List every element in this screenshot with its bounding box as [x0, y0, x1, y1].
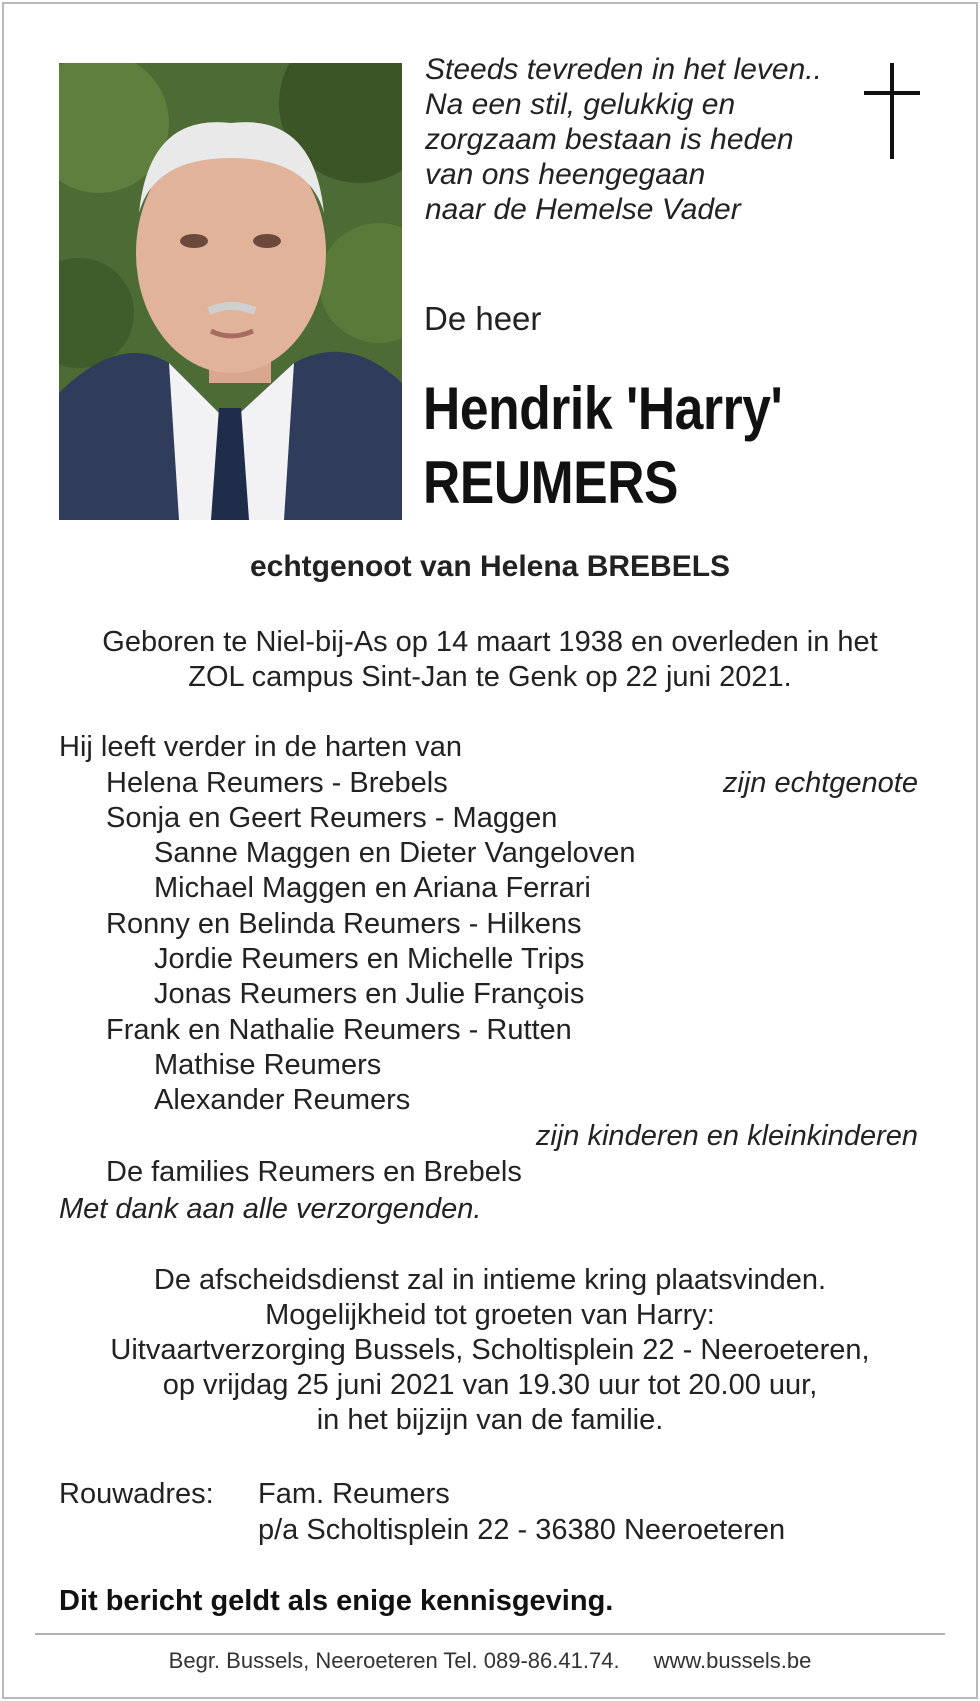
spouse-line: echtgenoot van Helena BREBELS	[249, 550, 731, 583]
address-label: Rouwadres:	[59, 1478, 214, 1510]
family-member: Michael Maggen en Ariana Ferrari	[154, 872, 591, 904]
family-intro: Hij leeft verder in de harten van	[59, 731, 462, 763]
verse-line: Steeds tevreden in het leven..	[425, 53, 822, 86]
verse-line: Na een stil, gelukkig en	[425, 88, 736, 121]
family-member: Sonja en Geert Reumers - Maggen	[106, 802, 558, 834]
address-line-2: p/a Scholtisplein 22 - 36380 Neeroeteren	[258, 1514, 786, 1546]
birth-death-info	[0, 625, 980, 695]
family-member: Frank en Nathalie Reumers - Rutten	[106, 1014, 572, 1046]
family-member: Jordie Reumers en Michelle Trips	[154, 943, 585, 975]
family-member: Alexander Reumers	[154, 1084, 411, 1116]
address-line-1: Fam. Reumers	[258, 1478, 450, 1510]
verse-line: naar de Hemelse Vader	[425, 193, 741, 226]
children-role: zijn kinderen en kleinkinderen	[535, 1120, 918, 1152]
families-line: De families Reumers en Brebels	[106, 1156, 522, 1188]
service-line: Mogelijkheid tot groeten van Harry:	[265, 1299, 715, 1331]
cross-icon	[864, 63, 920, 159]
deceased-name	[423, 372, 782, 520]
family-member: Mathise Reumers	[154, 1049, 382, 1081]
website-link[interactable]: www.bussels.be	[653, 1648, 812, 1673]
service-line: De afscheidsdienst zal in intieme kring plaatsvinden.	[153, 1264, 827, 1296]
portrait-photo	[59, 63, 402, 520]
family-member: Sanne Maggen en Dieter Vangeloven	[154, 837, 636, 869]
born-line: Geboren te Niel-bij-As op 14 maart 1938 en overleden in het	[102, 626, 878, 658]
memorial-verse	[425, 52, 822, 227]
family-spouse: Helena Reumers - Brebels	[106, 767, 448, 799]
service-line: in het bijzijn van de familie.	[316, 1404, 664, 1436]
verse-line: zorgzaam bestaan is heden	[425, 123, 794, 156]
notice-line: Dit bericht geldt als enige kennisgeving.	[59, 1585, 614, 1617]
verse-line: van ons heengegaan	[425, 158, 706, 191]
service-info	[0, 1263, 980, 1438]
thanks-line: Met dank aan alle verzorgenden.	[59, 1193, 482, 1225]
honorific: De heer	[424, 300, 542, 337]
footer-divider	[35, 1633, 945, 1635]
born-line: ZOL campus Sint-Jan te Genk op 22 juni 2021.	[188, 661, 792, 693]
undertaker-info: Begr. Bussels, Neeroeteren Tel. 089-86.41.74.	[168, 1648, 620, 1673]
service-line: Uitvaartverzorging Bussels, Scholtisplein 22 - Neeroeteren,	[110, 1334, 870, 1366]
footer	[0, 1648, 980, 1674]
name-line-2: REUMERS	[423, 449, 679, 516]
family-member: Jonas Reumers en Julie François	[154, 978, 585, 1010]
name-line-1: Hendrik 'Harry'	[423, 375, 783, 442]
service-line: op vrijdag 25 juni 2021 van 19.30 uur tot 20.00 uur,	[162, 1369, 818, 1401]
spouse-role: zijn echtgenote	[722, 767, 918, 799]
family-member: Ronny en Belinda Reumers - Hilkens	[106, 908, 582, 940]
